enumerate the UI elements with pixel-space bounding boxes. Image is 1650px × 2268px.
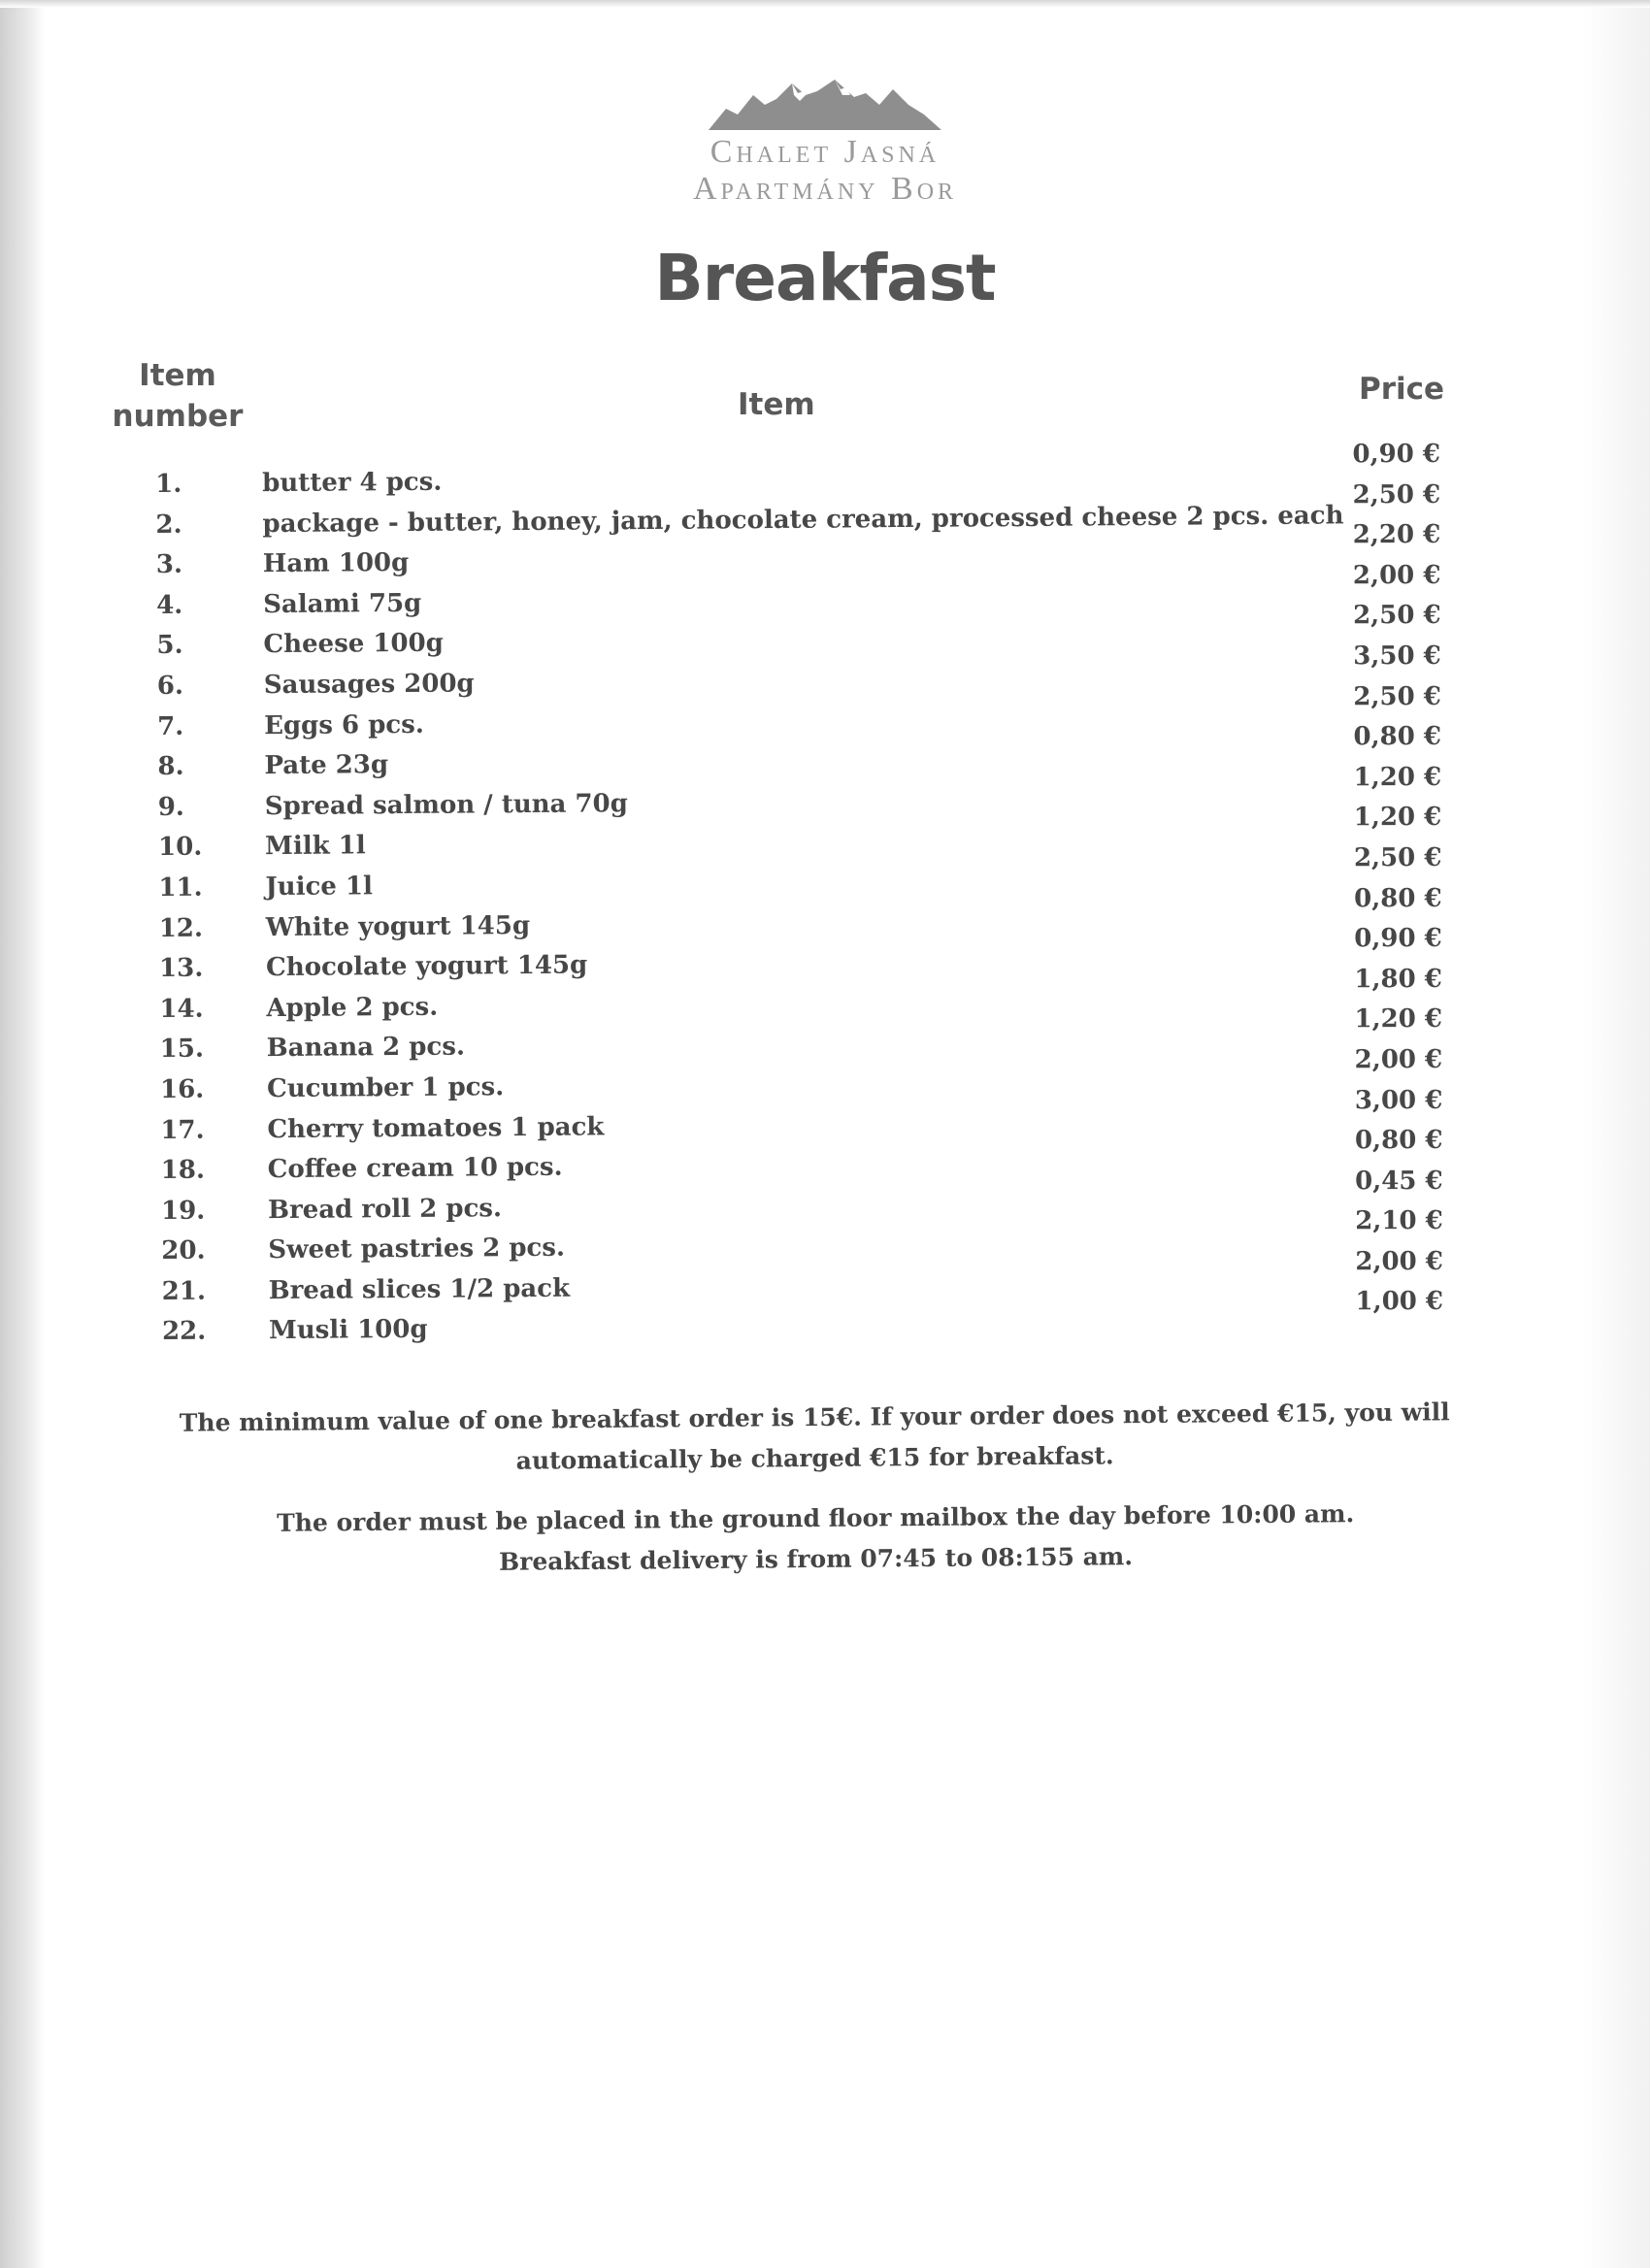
order-deadline-note: The order must be placed in the ground floor mailbox the day before 10:00 am. xyxy=(277,1499,1355,1537)
item-number: 5. xyxy=(156,631,183,661)
delivery-time-note: Breakfast delivery is from 07:45 to 08:155 am. xyxy=(498,1542,1134,1576)
scan-edge-top xyxy=(0,0,1650,8)
item-number: 21. xyxy=(161,1276,207,1306)
item-name: Cherry tomatoes 1 pack xyxy=(267,1111,605,1144)
column-header-price: Price xyxy=(1359,372,1445,407)
item-name: Bread slices 1/2 pack xyxy=(268,1273,571,1305)
item-number: 19. xyxy=(160,1196,206,1226)
minimum-order-line-2: automatically be charged €15 for breakfast. xyxy=(515,1441,1114,1475)
item-name: Cheese 100g xyxy=(263,629,444,660)
item-name: Eggs 6 pcs. xyxy=(264,709,424,740)
logo-line-2: Apartmány Bor xyxy=(692,171,958,207)
item-name: Pate 23g xyxy=(264,750,389,781)
item-number: 11. xyxy=(158,872,203,903)
price: 0,45 € xyxy=(1355,1166,1443,1196)
item-name: Cucumber 1 pcs. xyxy=(266,1072,505,1104)
price: 0,90 € xyxy=(1352,439,1440,470)
price: 2,50 € xyxy=(1353,601,1441,631)
price: 3,00 € xyxy=(1354,1085,1443,1115)
item-number: 2. xyxy=(155,509,182,540)
item-number: 10. xyxy=(157,832,203,863)
item-number: 4. xyxy=(156,590,183,620)
column-header-item-number-line1: Item xyxy=(139,358,216,393)
item-number: 3. xyxy=(155,549,183,580)
item-name: Juice 1l xyxy=(265,871,374,903)
price: 0,80 € xyxy=(1353,722,1442,752)
price: 2,00 € xyxy=(1354,1044,1443,1075)
notes xyxy=(125,1392,1505,1605)
logo-line-1: Chalet Jasná xyxy=(710,134,940,170)
price: 2,00 € xyxy=(1352,560,1441,591)
item-name: White yogurt 145g xyxy=(265,910,531,942)
item-number: 22. xyxy=(161,1317,207,1347)
price: 0,80 € xyxy=(1354,1126,1443,1156)
price: 1,80 € xyxy=(1354,964,1442,994)
column-header-item-number-line2: number xyxy=(112,399,244,434)
mountain-range-icon xyxy=(709,76,941,134)
item-name: Musli 100g xyxy=(268,1315,428,1346)
item-name: Ham 100g xyxy=(262,548,410,579)
price: 2,00 € xyxy=(1355,1246,1443,1277)
price: 1,20 € xyxy=(1353,762,1442,792)
page-title: Breakfast xyxy=(654,241,996,315)
item-number: 12. xyxy=(158,913,204,943)
item-name: Apple 2 pcs. xyxy=(266,992,439,1023)
item-name: Coffee cream 10 pcs. xyxy=(267,1152,563,1185)
item-number: 14. xyxy=(159,994,204,1024)
item-name: Banana 2 pcs. xyxy=(266,1032,466,1064)
column-header-item: Item xyxy=(738,387,815,422)
item-number: 18. xyxy=(160,1155,206,1186)
item-number: 7. xyxy=(157,711,184,741)
order-instructions xyxy=(126,1493,1505,1586)
price-list xyxy=(1352,435,1491,1324)
price: 2,50 € xyxy=(1353,842,1442,873)
item-number: 9. xyxy=(157,792,185,822)
price: 2,50 € xyxy=(1352,479,1441,509)
minimum-order-line-1: The minimum value of one breakfast order is 15€. If your order does not exceed €15, you will xyxy=(179,1397,1450,1437)
price: 1,20 € xyxy=(1354,1004,1443,1035)
minimum-order-note xyxy=(125,1392,1504,1485)
item-name: Milk 1l xyxy=(264,831,366,862)
item-number: 8. xyxy=(157,751,184,782)
price: 2,50 € xyxy=(1353,681,1441,711)
item-number: 1. xyxy=(155,469,182,499)
item-name: butter 4 pcs. xyxy=(262,467,443,499)
price: 1,20 € xyxy=(1353,803,1442,833)
item-number: 20. xyxy=(161,1235,206,1266)
column-header-item-number xyxy=(105,355,250,437)
price: 3,50 € xyxy=(1353,641,1441,672)
item-name: Salami 75g xyxy=(263,588,422,619)
price: 0,90 € xyxy=(1354,924,1442,954)
item-name: Bread roll 2 pcs. xyxy=(267,1193,503,1225)
price: 2,20 € xyxy=(1352,520,1441,550)
item-number: 17. xyxy=(160,1115,205,1145)
item-name: Chocolate yogurt 145g xyxy=(265,950,588,983)
item-name: Spread salmon / tuna 70g xyxy=(264,788,628,821)
price: 1,00 € xyxy=(1355,1287,1444,1317)
item-number: 15. xyxy=(159,1034,205,1065)
price: 0,80 € xyxy=(1354,883,1442,913)
item-name: Sweet pastries 2 pcs. xyxy=(268,1233,566,1265)
item-number: 6. xyxy=(156,671,184,701)
price: 2,10 € xyxy=(1355,1206,1443,1236)
item-number: 16. xyxy=(159,1074,205,1104)
item-name: Sausages 200g xyxy=(263,669,475,701)
item-number: 13. xyxy=(158,953,204,984)
logo xyxy=(0,76,1650,208)
item-name: package - butter, honey, jam, chocolate cream, processed cheese 2 pcs. each xyxy=(262,500,1344,539)
